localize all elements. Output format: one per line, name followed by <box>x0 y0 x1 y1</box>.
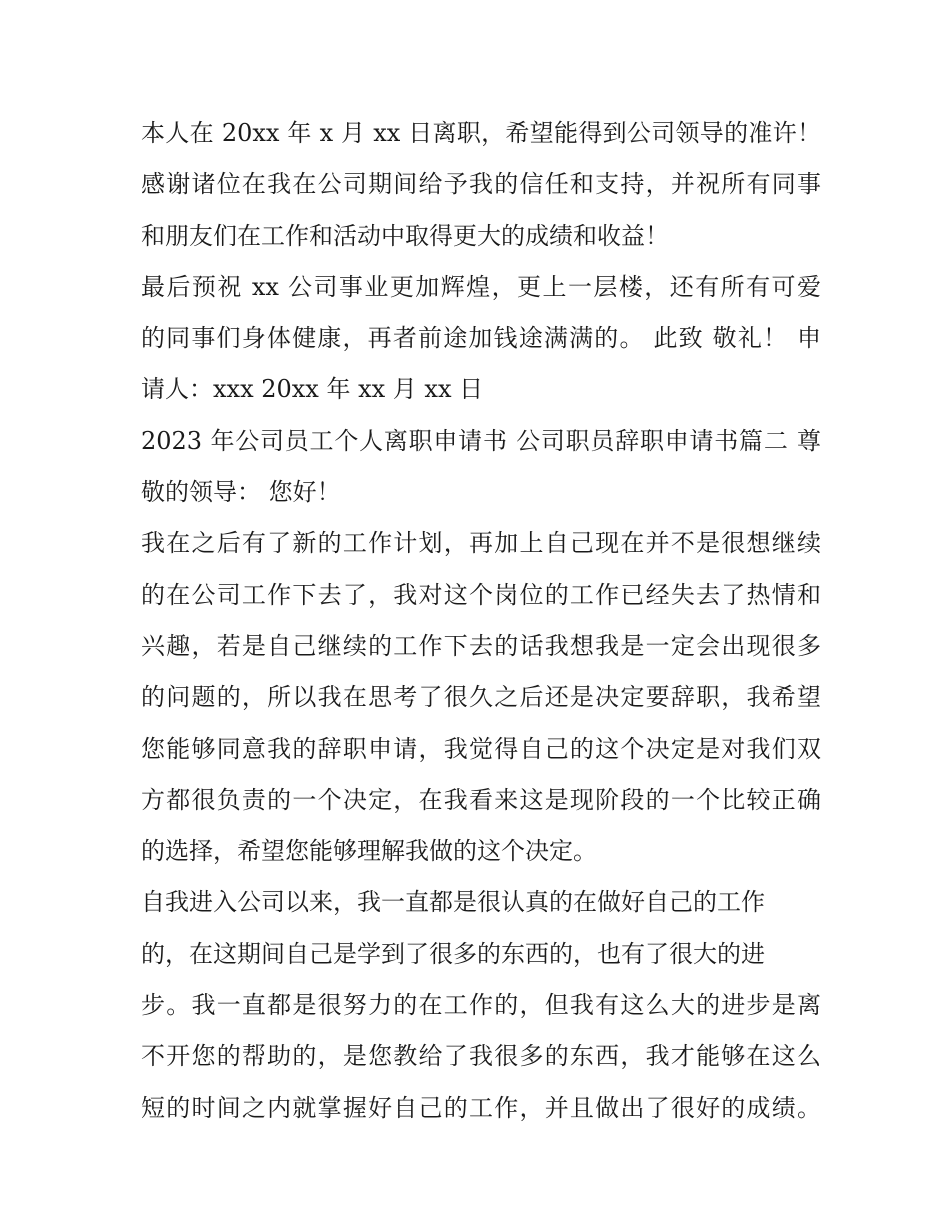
text-line: 兴趣，若是自己继续的工作下去的话我想我是一定会出现很多 <box>141 631 821 660</box>
text-line: 最后预祝 xx 公司事业更加辉煌，更上一层楼，还有所有可爱 <box>141 272 821 301</box>
text-line: 敬的领导： 您好！ <box>141 478 341 507</box>
text-line: 2023 年公司员工个人离职申请书 公司职员辞职申请书篇二 尊 <box>141 426 821 455</box>
text-line: 的选择，希望您能够理解我做的这个决定。 <box>141 837 597 866</box>
text-line: 步。我一直都是很努力的在工作的，但我有这么大的进步是离 <box>141 991 821 1020</box>
text-line: 的在公司工作下去了，我对这个岗位的工作已经失去了热情和 <box>141 580 821 609</box>
text-line: 的同事们身体健康，再者前途加钱途满满的。 此致 敬礼！ 申 <box>141 324 821 353</box>
text-line: 请人：xxx 20xx 年 xx 月 xx 日 <box>141 375 484 404</box>
text-line: 我在之后有了新的工作计划，再加上自己现在并不是很想继续 <box>141 529 821 558</box>
text-line: 您能够同意我的辞职申请，我觉得自己的这个决定是对我们双 <box>141 734 821 763</box>
text-line: 方都很负责的一个决定，在我看来这是现阶段的一个比较正确 <box>141 785 821 814</box>
text-line: 自我进入公司以来，我一直都是很认真的在做好自己的工作 <box>141 888 765 917</box>
text-line: 的，在这期间自己是学到了很多的东西的，也有了很大的进 <box>141 939 765 968</box>
text-line: 短的时间之内就掌握好自己的工作，并且做出了很好的成绩。 <box>141 1093 821 1122</box>
text-line: 感谢诸位在我在公司期间给予我的信任和支持，并祝所有同事 <box>141 170 821 199</box>
document-body <box>141 108 821 1134</box>
text-line: 本人在 20xx 年 x 月 xx 日离职，希望能得到公司领导的准许！ <box>141 119 821 147</box>
text-line: 和朋友们在工作和活动中取得更大的成绩和收益！ <box>141 221 669 250</box>
text-line: 的问题的，所以我在思考了很久之后还是决定要辞职，我希望 <box>141 683 821 712</box>
text-line: 不开您的帮助的，是您教给了我很多的东西，我才能够在这么 <box>141 1042 821 1071</box>
